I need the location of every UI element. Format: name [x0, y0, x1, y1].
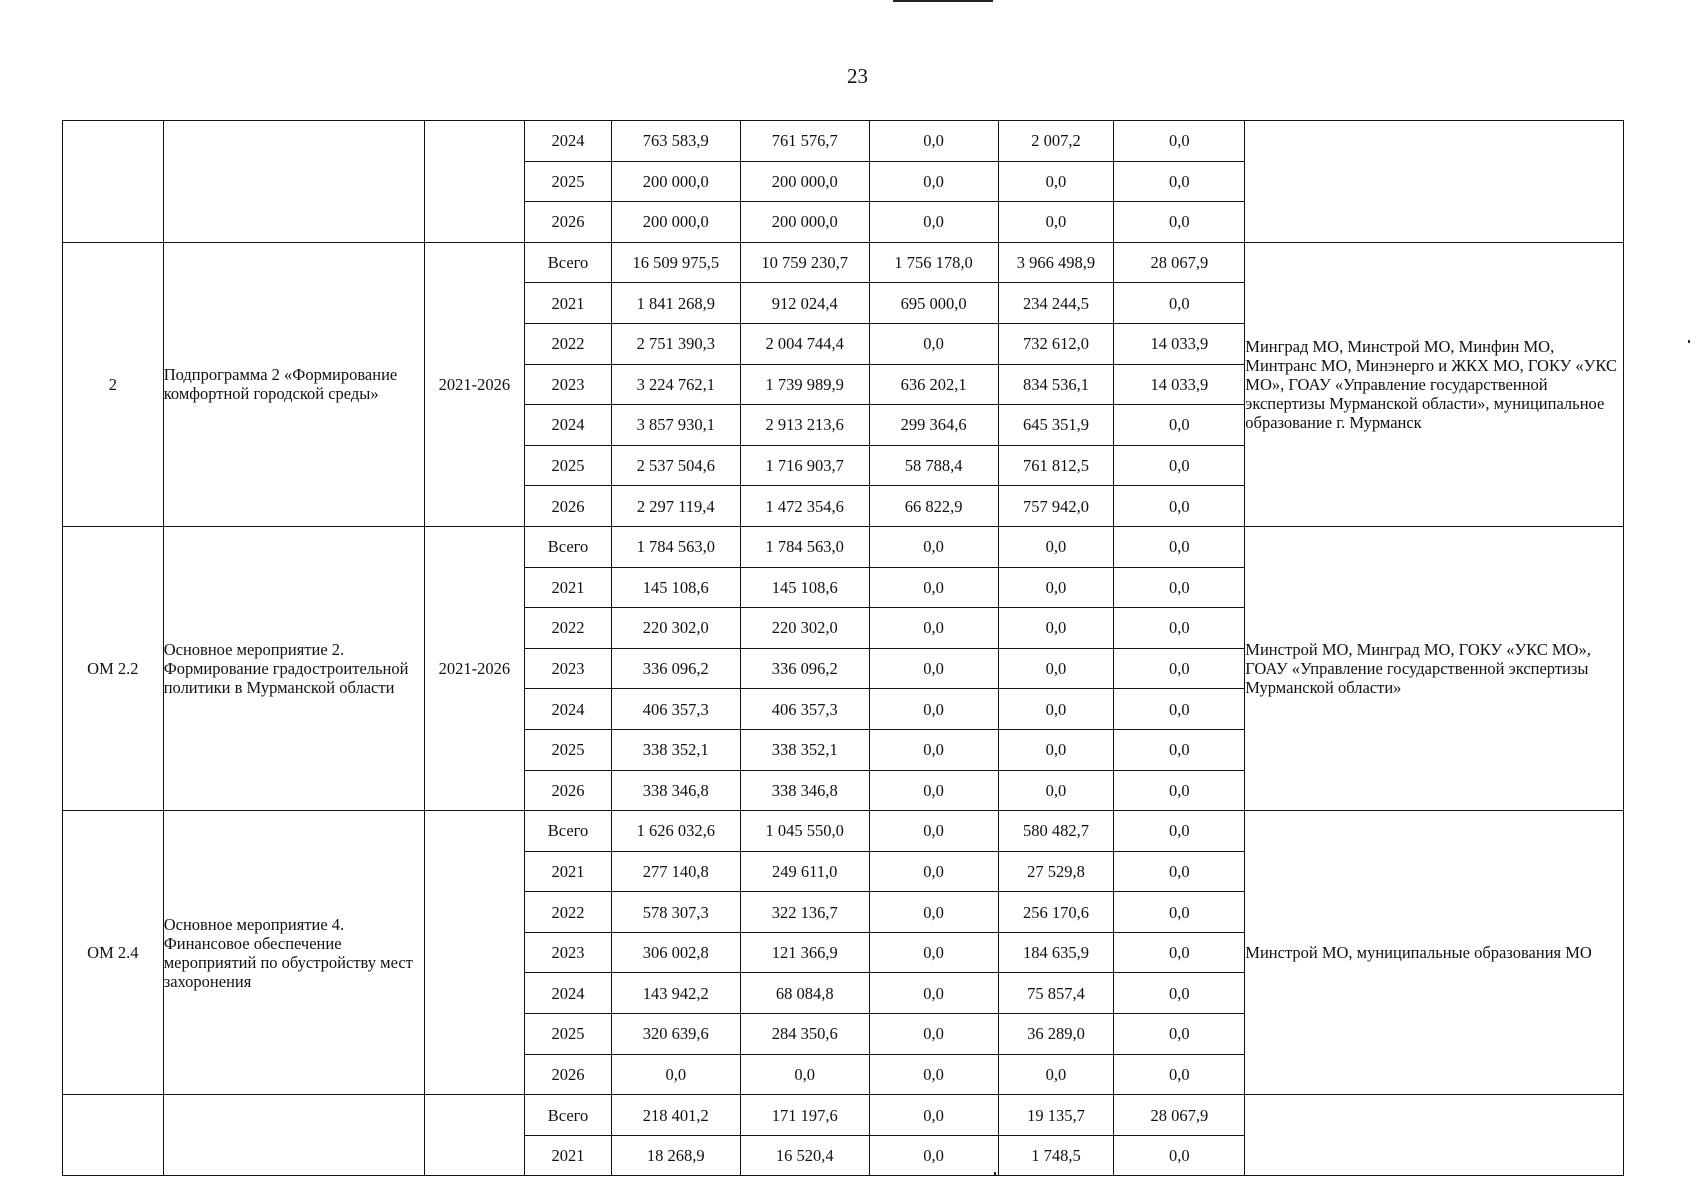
federal-cell: 322 136,7 [740, 892, 869, 933]
year-cell: 2023 [525, 364, 612, 405]
year-cell: 2024 [525, 121, 612, 162]
other-cell: 28 067,9 [1114, 242, 1245, 283]
year-cell: Всего [525, 811, 612, 852]
executors-cell [1245, 121, 1624, 243]
period-cell [424, 121, 525, 243]
year-cell: 2024 [525, 973, 612, 1014]
total-cell: 306 002,8 [611, 932, 740, 973]
total-cell: 3 857 930,1 [611, 405, 740, 446]
regional-cell: 299 364,6 [869, 405, 998, 446]
name-cell [163, 121, 424, 243]
total-cell: 3 224 762,1 [611, 364, 740, 405]
section-period: 2021-2026 [424, 526, 525, 810]
local-cell: 0,0 [998, 689, 1114, 730]
total-cell: 2 297 119,4 [611, 486, 740, 527]
other-cell: 0,0 [1114, 689, 1245, 730]
regional-cell: 1 756 178,0 [869, 242, 998, 283]
federal-cell: 2 913 213,6 [740, 405, 869, 446]
year-cell: 2021 [525, 1135, 612, 1176]
federal-cell: 249 611,0 [740, 851, 869, 892]
federal-cell: 761 576,7 [740, 121, 869, 162]
other-cell: 0,0 [1114, 283, 1245, 324]
year-cell: Всего [525, 242, 612, 283]
other-cell: 0,0 [1114, 1135, 1245, 1176]
total-cell: 2 537 504,6 [611, 445, 740, 486]
total-cell: 143 942,2 [611, 973, 740, 1014]
federal-cell: 1 045 550,0 [740, 811, 869, 852]
total-cell: 2 751 390,3 [611, 323, 740, 364]
regional-cell: 0,0 [869, 648, 998, 689]
total-cell: 200 000,0 [611, 161, 740, 202]
code-cell [63, 1095, 164, 1176]
federal-cell: 406 357,3 [740, 689, 869, 730]
total-cell: 338 352,1 [611, 729, 740, 770]
regional-cell: 0,0 [869, 526, 998, 567]
total-cell: 1 626 032,6 [611, 811, 740, 852]
year-cell: 2021 [525, 567, 612, 608]
other-cell: 0,0 [1114, 770, 1245, 811]
regional-cell: 0,0 [869, 1014, 998, 1055]
table-row [63, 1095, 1624, 1136]
scan-line-top [893, 0, 993, 2]
regional-cell: 0,0 [869, 770, 998, 811]
other-cell: 0,0 [1114, 892, 1245, 933]
total-cell: 0,0 [611, 1054, 740, 1095]
local-cell: 761 812,5 [998, 445, 1114, 486]
other-cell: 0,0 [1114, 121, 1245, 162]
regional-cell: 0,0 [869, 161, 998, 202]
local-cell: 256 170,6 [998, 892, 1114, 933]
local-cell: 234 244,5 [998, 283, 1114, 324]
total-cell: 220 302,0 [611, 608, 740, 649]
regional-cell: 0,0 [869, 1054, 998, 1095]
federal-cell: 200 000,0 [740, 161, 869, 202]
other-cell: 0,0 [1114, 567, 1245, 608]
total-cell: 578 307,3 [611, 892, 740, 933]
year-cell: 2023 [525, 648, 612, 689]
local-cell: 834 536,1 [998, 364, 1114, 405]
total-cell: 18 268,9 [611, 1135, 740, 1176]
table-row [63, 121, 1624, 162]
other-cell: 0,0 [1114, 811, 1245, 852]
federal-cell: 16 520,4 [740, 1135, 869, 1176]
year-cell: 2026 [525, 1054, 612, 1095]
year-cell: 2026 [525, 486, 612, 527]
total-cell: 16 509 975,5 [611, 242, 740, 283]
regional-cell: 695 000,0 [869, 283, 998, 324]
other-cell: 0,0 [1114, 932, 1245, 973]
local-cell: 27 529,8 [998, 851, 1114, 892]
year-cell: Всего [525, 1095, 612, 1136]
other-cell: 0,0 [1114, 202, 1245, 243]
year-cell: 2026 [525, 202, 612, 243]
federal-cell: 121 366,9 [740, 932, 869, 973]
regional-cell: 0,0 [869, 851, 998, 892]
local-cell: 36 289,0 [998, 1014, 1114, 1055]
year-cell: 2025 [525, 1014, 612, 1055]
section-name: Основное мероприятие 2. Формирование градостроительной политики в Мурманской области [163, 526, 424, 810]
local-cell: 0,0 [998, 567, 1114, 608]
page-number: 23 [847, 64, 868, 88]
local-cell: 0,0 [998, 161, 1114, 202]
other-cell: 14 033,9 [1114, 364, 1245, 405]
period-cell [424, 1095, 525, 1176]
federal-cell: 10 759 230,7 [740, 242, 869, 283]
federal-cell: 338 346,8 [740, 770, 869, 811]
executors-cell [1245, 1095, 1624, 1176]
regional-cell: 0,0 [869, 932, 998, 973]
federal-cell: 912 024,4 [740, 283, 869, 324]
section-executors: Минград МО, Минстрой МО, Минфин МО, Минтранс МО, Минэнерго и ЖКХ МО, ГОКУ «УКС МО», ГОАУ «Управление государственной экспертизы Мурманской области», муниципальное образование г. Мурманск [1245, 242, 1624, 526]
other-cell: 0,0 [1114, 973, 1245, 1014]
regional-cell: 0,0 [869, 811, 998, 852]
table-row [63, 811, 1624, 852]
federal-cell: 220 302,0 [740, 608, 869, 649]
regional-cell: 0,0 [869, 689, 998, 730]
federal-cell: 171 197,6 [740, 1095, 869, 1136]
regional-cell: 0,0 [869, 973, 998, 1014]
code-cell [63, 121, 164, 243]
local-cell: 0,0 [998, 770, 1114, 811]
total-cell: 1 784 563,0 [611, 526, 740, 567]
local-cell: 732 612,0 [998, 323, 1114, 364]
section-code: ОМ 2.4 [63, 811, 164, 1095]
total-cell: 218 401,2 [611, 1095, 740, 1136]
budget-table [62, 120, 1624, 1176]
other-cell: 0,0 [1114, 1054, 1245, 1095]
other-cell: 0,0 [1114, 405, 1245, 446]
federal-cell: 284 350,6 [740, 1014, 869, 1055]
local-cell: 645 351,9 [998, 405, 1114, 446]
section-period [424, 811, 525, 1095]
local-cell: 75 857,4 [998, 973, 1114, 1014]
regional-cell: 66 822,9 [869, 486, 998, 527]
total-cell: 200 000,0 [611, 202, 740, 243]
total-cell: 406 357,3 [611, 689, 740, 730]
local-cell: 184 635,9 [998, 932, 1114, 973]
year-cell: 2022 [525, 323, 612, 364]
total-cell: 320 639,6 [611, 1014, 740, 1055]
federal-cell: 1 472 354,6 [740, 486, 869, 527]
regional-cell: 0,0 [869, 892, 998, 933]
total-cell: 338 346,8 [611, 770, 740, 811]
total-cell: 1 841 268,9 [611, 283, 740, 324]
year-cell: 2026 [525, 770, 612, 811]
regional-cell: 0,0 [869, 121, 998, 162]
federal-cell: 336 096,2 [740, 648, 869, 689]
other-cell: 28 067,9 [1114, 1095, 1245, 1136]
section-executors: Минстрой МО, муниципальные образования МО [1245, 811, 1624, 1095]
year-cell: 2021 [525, 283, 612, 324]
other-cell: 0,0 [1114, 161, 1245, 202]
year-cell: 2023 [525, 932, 612, 973]
section-name: Подпрограмма 2 «Формирование комфортной городской среды» [163, 242, 424, 526]
local-cell: 0,0 [998, 526, 1114, 567]
other-cell: 0,0 [1114, 648, 1245, 689]
federal-cell: 338 352,1 [740, 729, 869, 770]
year-cell: 2022 [525, 892, 612, 933]
other-cell: 0,0 [1114, 445, 1245, 486]
table-row [63, 526, 1624, 567]
local-cell: 580 482,7 [998, 811, 1114, 852]
year-cell: Всего [525, 526, 612, 567]
section-code: 2 [63, 242, 164, 526]
regional-cell: 58 788,4 [869, 445, 998, 486]
section-code: ОМ 2.2 [63, 526, 164, 810]
federal-cell: 1 716 903,7 [740, 445, 869, 486]
table-row [63, 242, 1624, 283]
local-cell: 0,0 [998, 608, 1114, 649]
year-cell: 2025 [525, 445, 612, 486]
year-cell: 2025 [525, 161, 612, 202]
regional-cell: 0,0 [869, 323, 998, 364]
total-cell: 277 140,8 [611, 851, 740, 892]
year-cell: 2021 [525, 851, 612, 892]
other-cell: 0,0 [1114, 526, 1245, 567]
section-executors: Минстрой МО, Минград МО, ГОКУ «УКС МО», ГОАУ «Управление государственной экспертизы Мурманской области» [1245, 526, 1624, 810]
other-cell: 0,0 [1114, 729, 1245, 770]
federal-cell: 68 084,8 [740, 973, 869, 1014]
year-cell: 2024 [525, 405, 612, 446]
regional-cell: 636 202,1 [869, 364, 998, 405]
other-cell: 14 033,9 [1114, 323, 1245, 364]
regional-cell: 0,0 [869, 1135, 998, 1176]
section-period: 2021-2026 [424, 242, 525, 526]
year-cell: 2024 [525, 689, 612, 730]
local-cell: 3 966 498,9 [998, 242, 1114, 283]
other-cell: 0,0 [1114, 1014, 1245, 1055]
other-cell: 0,0 [1114, 851, 1245, 892]
total-cell: 145 108,6 [611, 567, 740, 608]
local-cell: 2 007,2 [998, 121, 1114, 162]
total-cell: 336 096,2 [611, 648, 740, 689]
name-cell [163, 1095, 424, 1176]
regional-cell: 0,0 [869, 567, 998, 608]
regional-cell: 0,0 [869, 608, 998, 649]
other-cell: 0,0 [1114, 608, 1245, 649]
federal-cell: 1 739 989,9 [740, 364, 869, 405]
year-cell: 2022 [525, 608, 612, 649]
federal-cell: 2 004 744,4 [740, 323, 869, 364]
federal-cell: 200 000,0 [740, 202, 869, 243]
local-cell: 19 135,7 [998, 1095, 1114, 1136]
local-cell: 1 748,5 [998, 1135, 1114, 1176]
federal-cell: 0,0 [740, 1054, 869, 1095]
regional-cell: 0,0 [869, 202, 998, 243]
local-cell: 0,0 [998, 202, 1114, 243]
local-cell: 0,0 [998, 729, 1114, 770]
section-name: Основное мероприятие 4. Финансовое обеспечение мероприятий по обустройству мест захоронения [163, 811, 424, 1095]
regional-cell: 0,0 [869, 1095, 998, 1136]
local-cell: 0,0 [998, 1054, 1114, 1095]
local-cell: 0,0 [998, 648, 1114, 689]
regional-cell: 0,0 [869, 729, 998, 770]
year-cell: 2025 [525, 729, 612, 770]
other-cell: 0,0 [1114, 486, 1245, 527]
local-cell: 757 942,0 [998, 486, 1114, 527]
federal-cell: 1 784 563,0 [740, 526, 869, 567]
federal-cell: 145 108,6 [740, 567, 869, 608]
total-cell: 763 583,9 [611, 121, 740, 162]
scan-speck [1688, 340, 1690, 343]
